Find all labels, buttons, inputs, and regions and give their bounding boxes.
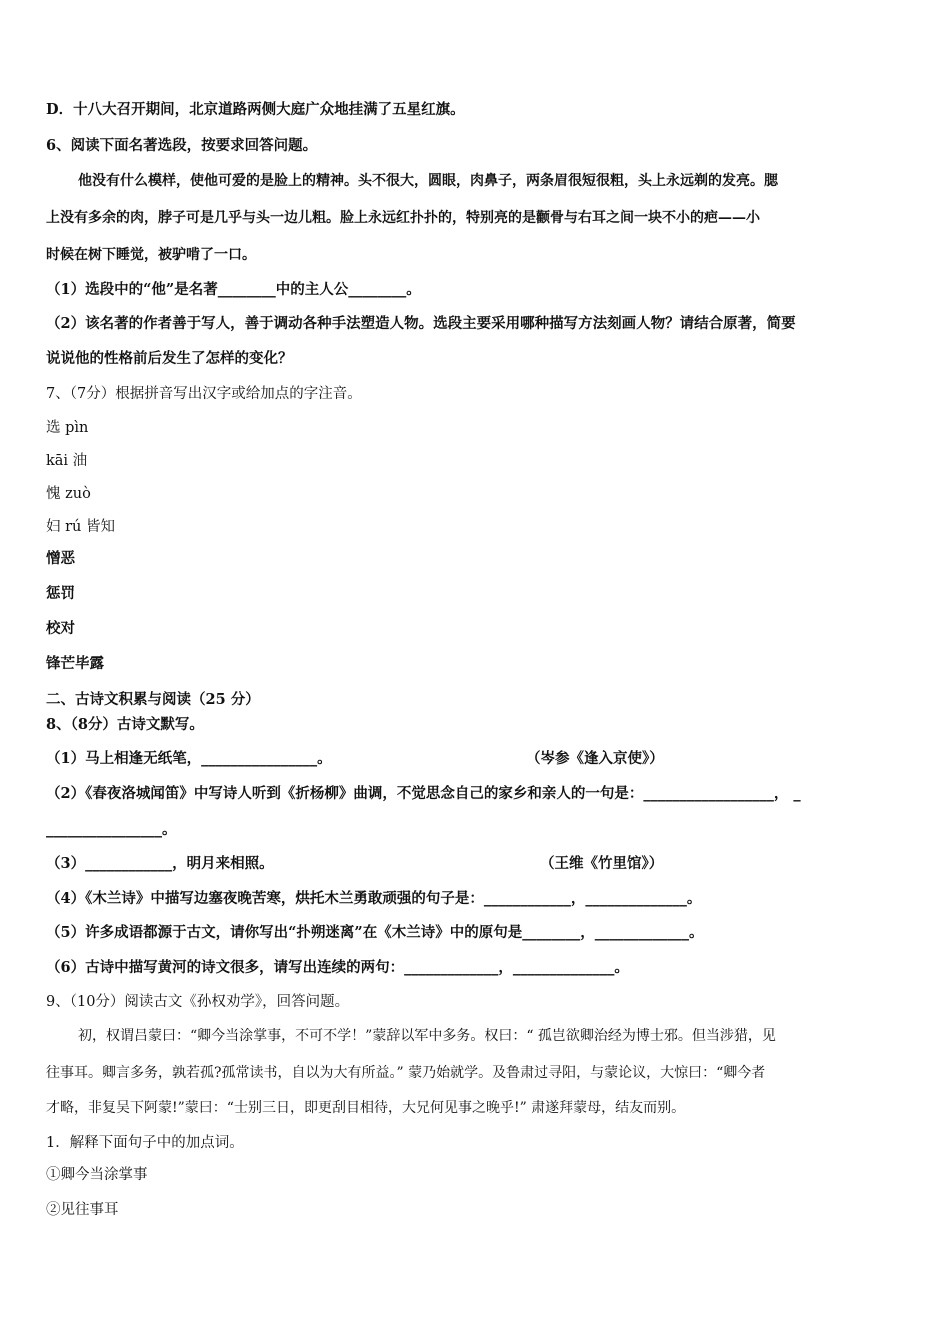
q6-passage-line-3: 时候在树下睡觉，被驴啃了一口。 — [46, 247, 256, 263]
q9-item-2: ②见往事耳 — [46, 1202, 119, 1218]
q9-passage-line-3: 才略，非复吴下阿蒙!”蒙曰：“士别三日，即更刮目相待，大兄何见事之晚乎!” 肃遂拜蒙母，结友而别。 — [46, 1100, 686, 1116]
q7-item-2: kāi 油 — [46, 453, 88, 469]
q6-passage-line-1: 他没有什么模样，使他可爱的是脸上的精神。头不很大，圆眼，肉鼻子，两条眉很短很粗，头上永远剃的发亮。腮 — [78, 173, 778, 189]
q8-sub3-source: （王维《竹里馆》） — [540, 855, 664, 872]
q8-sub6: （6）古诗中描写黄河的诗文很多，请写出连续的两句：_____________，______________。 — [46, 959, 629, 976]
q8-sub2-line-1: （2）《春夜洛城闻笛》中写诗人听到《折杨柳》曲调，不觉思念自己的家乡和亲人的一句是：__________________， _ — [46, 785, 801, 802]
q8-sub2-line-2: ________________。 — [46, 821, 177, 838]
q9-task1: 1．解释下面句子中的加点词。 — [46, 1135, 244, 1151]
q7-item-3: 愧 zuò — [46, 486, 91, 502]
q7-item-8: 锋芒毕露 — [46, 655, 104, 672]
q6-sub2-line-1: （2）该名著的作者善于写人，善于调动各种手法塑造人物。选段主要采用哪种描写方法刻画人物？请结合原著，简要 — [46, 315, 796, 332]
q7-item-1: 选 pìn — [46, 420, 89, 436]
q8-sub1-source: （岑参《逢入京使》） — [526, 750, 664, 767]
q8-heading: 8、（8分）古诗文默写。 — [46, 716, 204, 733]
q9-passage-line-1: 初，权谓吕蒙曰：“卿今当涂掌事，不可不学！”蒙辞以军中多务。权曰：“ 孤岂欲卿治经为博士邪。但当涉猎，见 — [78, 1028, 776, 1044]
q7-heading: 7、（7分）根据拼音写出汉字或给加点的字注音。 — [46, 386, 362, 402]
q6-passage-line-2: 上没有多余的肉，脖子可是几乎与头一边儿粗。脸上永远红扑扑的，特别亮的是颧骨与右耳之间一块不小的疤——小 — [46, 210, 760, 226]
q8-sub5: （5）许多成语都源于古文，请你写出“扑朔迷离”在《木兰诗》中的原句是________，_____________。 — [46, 924, 704, 941]
q6-sub2-line-2: 说说他的性格前后发生了怎样的变化？ — [46, 350, 293, 367]
q6-sub1: （1）选段中的“他”是名著________中的主人公________。 — [46, 281, 421, 298]
q5-option-d: D．十八大召开期间，北京道路两侧大庭广众地挂满了五星红旗。 — [46, 101, 465, 118]
q9-item-1: ①卿今当涂掌事 — [46, 1167, 148, 1183]
q8-sub4: （4）《木兰诗》中描写边塞夜晚苦寒，烘托木兰勇敢顽强的句子是：____________，______________。 — [46, 890, 702, 907]
q7-item-7: 校对 — [46, 620, 75, 637]
q7-item-5: 憎恶 — [46, 550, 75, 567]
section-2-heading: 二、古诗文积累与阅读（25 分） — [46, 691, 260, 708]
q9-passage-line-2: 往事耳。卿言多务，孰若孤?孤常读书，自以为大有所益。” 蒙乃始就学。及鲁肃过寻阳，与蒙论议，大惊曰：“卿今者 — [46, 1065, 766, 1081]
q7-item-4: 妇 rú 皆知 — [46, 519, 115, 535]
q8-sub3: （3）____________，明月来相照。 — [46, 855, 274, 872]
q6-heading: 6、阅读下面名著选段，按要求回答问题。 — [46, 137, 318, 154]
q9-heading: 9、（10分）阅读古文《孙权劝学》，回答问题。 — [46, 994, 350, 1010]
q8-sub1: （1）马上相逢无纸笔，________________。 — [46, 750, 332, 767]
q7-item-6: 惩罚 — [46, 585, 75, 602]
